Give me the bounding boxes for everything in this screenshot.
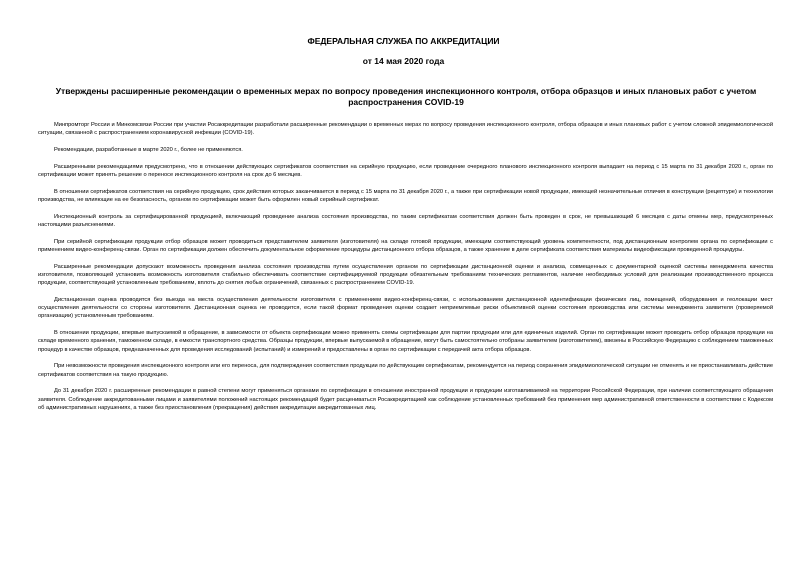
document-title: Утверждены расширенные рекомендации о временных мерах по вопросу проведения инспекционного контроля, отбора образцов и иных плановых работ с учетом распространения COVID-19	[55, 86, 757, 107]
organization-heading: ФЕДЕРАЛЬНАЯ СЛУЖБА ПО АККРЕДИТАЦИИ	[307, 36, 500, 46]
paragraph-2: Рекомендации, разработанные в марте 2020 г., более не применяются.	[54, 147, 243, 153]
paragraph-6: При серийной сертификации продукции отбор образцов может проводиться представителем заявителя (изготовителя) на складе готовой продукции, имеющим соответствующий уровень компетентности, под дистанционным контролем органа по сертификации с применением видео-конференц-связи. Орган по сертификации должен обеспечить документальное оформление процедуры дистанционного отбора образцов, а также хранение в деле сертификата соответствия материалы видеофиксации проведенной процедуры.	[38, 238, 773, 253]
paragraph-1: Минпромторг России и Минкомсвязи России при участии Росаккредитации разработали расширенные рекомендации о временных мерах по вопросу проведения инспекционного контроля, отбора образцов и иных плановых работ с учетом сложной эпидемиологической ситуации, связанной с распространением коронавирусной инфекции (COVID-19).	[38, 122, 773, 137]
paragraph-7: Расширенные рекомендации допускают возможность проведения анализа состояния производства путем осуществления органом по сертификации дистанционной оценки и анализа, совмещенных с документарной оценкой системы менеджмента качества изготовителя, позволяющей установить возможность изготовителя стабильно обеспечивать соответствие сертифицируемой продукции обязательным требованиям технических регламентов, наличие необходимых условий для реализации производственного процесса продукции, соответствующей установленным требованиям, вплоть до снятия любых ограничений, связанных с распространением COVID-19.	[38, 263, 773, 287]
paragraph-5: Инспекционный контроль за сертифицированной продукцией, включающий проведение анализа состояния производства, по таким сертификатам соответствия должен быть проведен в срок, не превышающий 6 месяцев с даты отмены мер, предусмотренных настоящими разъяснениями.	[38, 213, 773, 228]
paragraph-3: Расширенными рекомендациями предусмотрено, что в отношении действующих сертификатов соответствия на серийную продукцию, если проведение очередного планового инспекционного контроля выпадает на период с 15 марта по 31 декабря 2020 г., орган по сертификации может принять решение о переносе инспекционного контроля на срок до 6 месяцев.	[38, 163, 773, 178]
paragraph-9: В отношении продукции, впервые выпускаемой в обращение, в зависимости от объекта сертификации можно применять схемы сертификации для партии продукции или для единичных изделий. Орган по сертификации может проводить отбор образцов продукции на складе временного хранения, таможенном складе, в емкости транспортного средства. Образцы продукции, впервые выпускаемой в обращение, могут быть самостоятельно отобраны заявителем (изготовителем), ввезены в Российскую Федерацию с соблюдением таможенных процедур в качестве образцов, предназначенных для проведения исследований (испытаний) и измерений и предоставлены в орган по сертификации с передачей акта отбора образцов.	[38, 330, 773, 353]
paragraph-4: В отношении сертификатов соответствия на серийную продукцию, срок действия которых заканчивается в период с 15 марта по 31 декабря 2020 г., а также при сертификации новой продукции, имеющей незначительные отличия в конструкции (рецептуре) и технологии производства, не влияющие на ее безопасность, органом по сертификации может быть оформлен новый серийный сертификат.	[38, 188, 773, 203]
paragraph-8: Дистанционная оценка проводится без выезда на места осуществления деятельности изготовителя с применением видео-конференц-связи, с использованием дистанционной идентификации физических лиц, помещений, оборудования и геолокации мест осуществления деятельности со стороны изготовителя. Дистанционная оценка не проводится, если такой формат проведения оценки создает неприемлемые риски объективной оценки состояния производства или системы менеджмента заявителя (проверяемой организации) установленным требованиям.	[38, 297, 773, 320]
document-date: от 14 мая 2020 года	[362, 56, 445, 66]
paragraph-10: При невозможности проведения инспекционного контроля или его переноса, для подтверждения соответствия продукции по действующим сертификатам, рекомендуется на период сохранения эпидемиологической ситуации не отменять и не приостанавливать действие сертификатов соответствия на такую продукцию.	[38, 363, 773, 378]
document-body	[38, 121, 773, 421]
paragraph-11: До 31 декабря 2020 г. расширенные рекомендации в равной степени могут применяться органами по сертификации в отношении иностранной продукции и продукции изготавливаемой на территории Российской Федерации, при наличии соответствующего обращения заявителя. Соблюдение аккредитованными лицами и заявителями положений настоящих рекомендаций будет расцениваться Росаккредитацией как соблюдение установленных требований без применения мер административной ответственности в соответствии с Кодексом об административных нарушениях, а также без приостановления (прекращения) действия аккредитации аккредитованных лиц.	[38, 388, 773, 411]
